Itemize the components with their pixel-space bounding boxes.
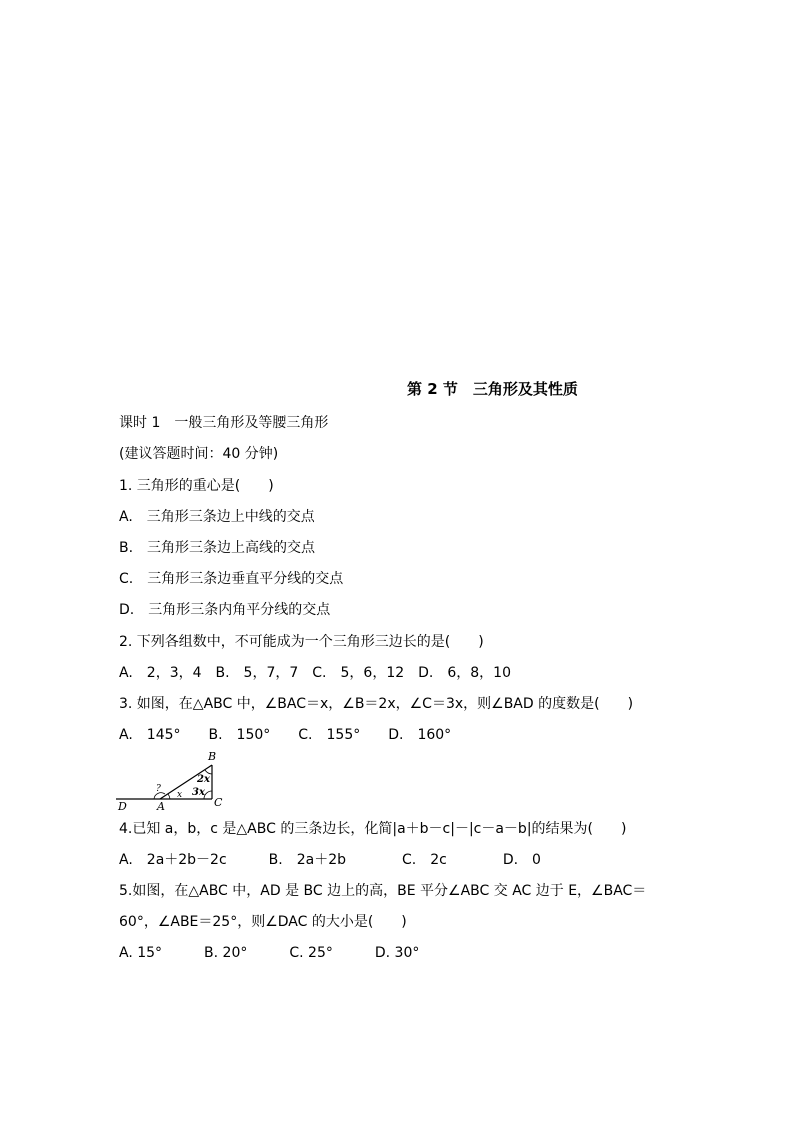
- question-3-stem: 3. 如图，在△ABC 中，∠BAC＝x，∠B＝2x，∠C＝3x，则∠BAD 的度数是( ): [119, 696, 634, 712]
- triangle-figure: [112, 749, 232, 811]
- question-3-options: A. 145° B. 150° C. 155° D. 160°: [119, 727, 452, 743]
- label-angle-b: 2x: [197, 774, 210, 785]
- label-d: D: [118, 800, 127, 811]
- label-c: C: [214, 796, 223, 809]
- question-1-option-c: C. 三角形三条边垂直平分线的交点: [119, 571, 344, 587]
- question-1-option-a: A. 三角形三条边上中线的交点: [119, 509, 315, 525]
- angle-a-arc: [168, 794, 170, 799]
- question-1-option-b: B. 三角形三条边上高线的交点: [119, 540, 316, 556]
- question-2-stem: 2. 下列各组数中，不可能成为一个三角形三边长的是( ): [119, 634, 484, 650]
- question-2-options: A. 2，3，4 B. 5，7，7 C. 5，6，12 D. 6，8，10: [119, 665, 511, 681]
- lesson-title: 课时 1 一般三角形及等腰三角形: [119, 415, 329, 431]
- question-1-stem: 1. 三角形的重心是( ): [119, 478, 274, 494]
- label-angle-c: 3x: [192, 787, 205, 798]
- label-angle-a: x: [177, 790, 183, 800]
- question-1-option-d: D. 三角形三条内角平分线的交点: [119, 602, 331, 618]
- section-title: 第 2 节 三角形及其性质: [407, 380, 578, 398]
- question-4-stem: 4.已知 a，b，c 是△ABC 的三条边长，化简|a＋b－c|－|c－a－b|的结果为( ): [119, 821, 627, 837]
- question-5-stem-line2: 60°，∠ABE＝25°，则∠DAC 的大小是( ): [119, 914, 407, 930]
- label-a: A: [157, 800, 165, 811]
- suggested-time: (建议答题时间：40 分钟): [119, 446, 279, 462]
- label-unknown: ?: [156, 784, 161, 794]
- question-4-options: A. 2a＋2b－2c B. 2a＋2b C. 2c D. 0: [119, 852, 541, 868]
- label-b: B: [208, 750, 217, 763]
- angle-c-arc: [204, 791, 212, 799]
- question-5-stem-line1: 5.如图，在△ABC 中，AD 是 BC 边上的高，BE 平分∠ABC 交 AC 边于 E，∠BAC＝: [119, 883, 647, 899]
- question-5-options: A. 15° B. 20° C. 25° D. 30°: [119, 945, 420, 961]
